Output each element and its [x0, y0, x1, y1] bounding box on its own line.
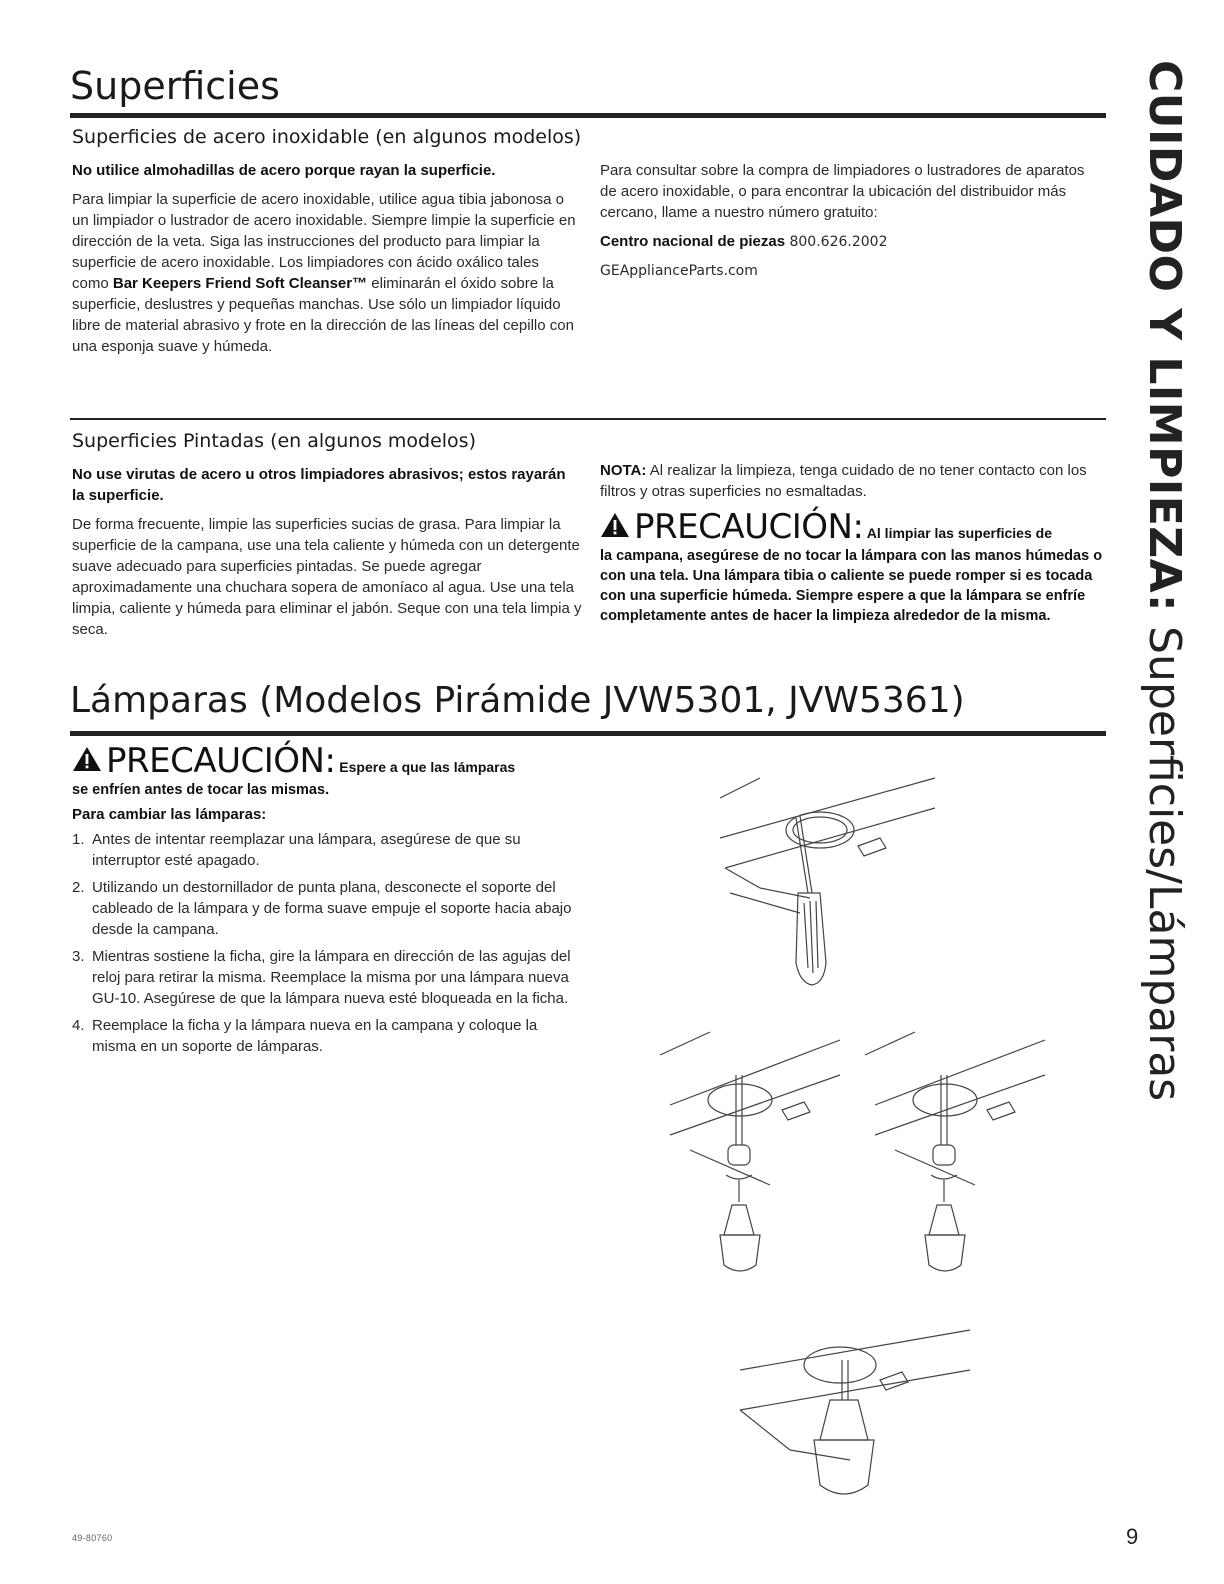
sidebar-section-label [1124, 60, 1194, 1120]
lamp-caution-text: se enfríen antes de tocar las mismas. [72, 782, 330, 798]
step-item [72, 829, 572, 871]
stainless-instructions-start: Para limpiar la superficie de acero inoxidable, utilice agua tibia jabonosa o un limpiador o lustrador de acero inoxidable. Siempre limpie la superficie en dirección de la veta. Siga las instrucciones del producto para limpiar la superficie de acero inoxidable. Los limpiadores con ácido oxálico tales como [72, 191, 576, 292]
title-rule-2 [70, 731, 1106, 736]
screwdriver-illustration [700, 768, 950, 1008]
step-text: Antes de intentar reemplazar una lámpara, asegúrese de que su interruptor esté apagado. [92, 831, 521, 869]
stainless-warning: No utilice almohadillas de acero porque rayan la superficie. [72, 162, 496, 179]
painted-caution [600, 507, 1105, 547]
painted-note [600, 460, 1105, 502]
steps-heading: Para cambiar las lámparas: [72, 806, 267, 823]
document-code: 49-80760 [72, 1533, 113, 1543]
painted-left-column [72, 464, 582, 648]
step-number: 1. [72, 831, 85, 848]
step-item [72, 946, 572, 1009]
subtitle-painted: Superficies Pintadas (en algunos modelos) [72, 430, 476, 452]
lamp-installation-illustration [855, 1020, 1055, 1280]
warning-triangle-icon [72, 746, 102, 772]
parts-center [600, 231, 1095, 253]
caution-text: la campana, asegúrese de no tocar la lámpara con las manos húmedas o con una tela. Una lámpara tibia o caliente se puede romper si es tocada con una superficie húmeda. Siempre espere a que la lámpara se enfríe completamente antes de hacer la limpieza alrededor de la misma. [600, 548, 1103, 624]
step-text: Reemplace la ficha y la lámpara nueva en la campana y coloque la misma en un soporte de lámparas. [92, 1017, 538, 1055]
caution-word: PRECAUCIÓN: [634, 507, 864, 547]
lamp-instructions [72, 741, 572, 1063]
section-title-superficies: Superficies [70, 64, 280, 108]
stainless-left-column [72, 160, 577, 365]
step-number: 2. [72, 879, 85, 896]
section-title-lamparas: Lámparas (Modelos Pirámide JVW5301, JVW5361) [70, 680, 965, 721]
subtitle-stainless: Superficies de acero inoxidable (en algunos modelos) [72, 126, 582, 148]
step-number: 3. [72, 948, 85, 965]
lamp-removal-illustration [650, 1020, 850, 1280]
section-divider [70, 418, 1106, 420]
step-item [72, 1015, 572, 1057]
sidebar-text [1134, 60, 1194, 1101]
stainless-instructions [72, 189, 577, 357]
note-text: Al realizar la limpieza, tenga cuidado de no tener contacto con los filtros y otras superficies no esmaltadas. [600, 462, 1087, 500]
parts-center-label: Centro nacional de piezas [600, 233, 786, 250]
painted-warning: No use virutas de acero u otros limpiadores abrasivos; estos rayarán la superficie. [72, 466, 566, 504]
painted-right-column [600, 460, 1105, 634]
step-text: Utilizando un destornillador de punta plana, desconecte el soporte del cableado de la lámpara y de forma suave empuje el soporte hacia abajo desde la campana. [92, 879, 572, 938]
lamp-installed-illustration [730, 1300, 990, 1510]
stainless-contact-text: Para consultar sobre la compra de limpiadores o lustradores de aparatos de acero inoxidable, o para encontrar la ubicación del distribuidor más cercano, llame a nuestro número gratuito: [600, 162, 1085, 221]
page-number: 9 [1126, 1524, 1139, 1549]
website-link[interactable]: GEApplianceParts.com [600, 263, 758, 279]
sidebar-bold: CUIDADO Y LIMPIEZA: [1139, 60, 1190, 613]
brand-name: Bar Keepers Friend Soft Cleanser™ [112, 275, 368, 292]
stainless-right-column [600, 160, 1095, 290]
stainless-instructions-end: eliminarán el óxido sobre la superficie, deslustres y pequeñas manchas. Use sólo un limpiador líquido libre de material abrasivo y frote en la dirección de las líneas del cepillo con una esponja suave y húmeda. [72, 275, 574, 355]
sidebar-light: Superficies/Lámparas [1139, 612, 1190, 1102]
warning-triangle-icon [600, 512, 630, 538]
caution-lead: Espere a que las lámparas [335, 759, 516, 775]
painted-instructions: De forma frecuente, limpie las superficies sucias de grasa. Para limpiar la superficie de la campana, use una tela caliente y húmeda con un detergente suave adecuado para superficies pintadas. Se puede agregar aproximadamente una chuchara sopera de amoníaco al agua. Use una tela limpia, caliente y húmeda para eliminar el jabón. Seque con una tela limpia y seca. [72, 516, 582, 638]
caution-word: PRECAUCIÓN: [106, 741, 336, 781]
parts-center-phone: 800.626.2002 [785, 234, 888, 250]
lamp-caution [72, 741, 572, 781]
steps-list [72, 829, 572, 1057]
step-number: 4. [72, 1017, 85, 1034]
step-item [72, 877, 572, 940]
note-label: NOTA: [600, 462, 647, 479]
caution-lead: Al limpiar las superficies de [863, 525, 1052, 541]
step-text: Mientras sostiene la ficha, gire la lámpara en dirección de las agujas del reloj para retirar la misma. Reemplace la misma por una lámpara nueva GU-10. Asegúrese de que la lámpara nueva esté bloqueada en la ficha. [92, 948, 571, 1007]
title-rule [70, 113, 1106, 118]
